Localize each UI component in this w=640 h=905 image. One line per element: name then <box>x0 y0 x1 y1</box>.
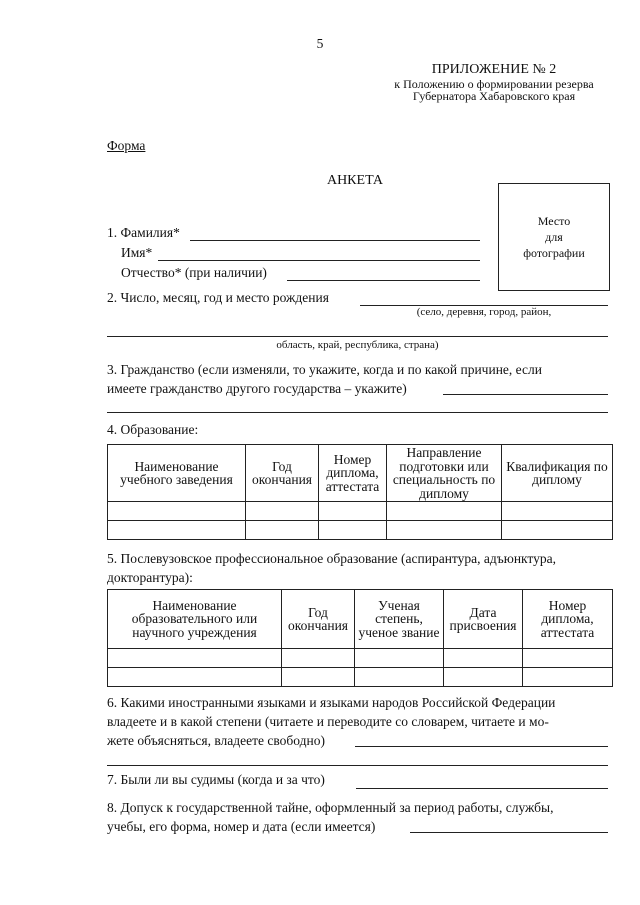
form-label: Форма <box>107 138 146 153</box>
languages-text-2: владеете и в какой степени (читаете и переводите со словарем, читаете и мо- <box>107 714 549 729</box>
patronymic-label: Отчество* (при наличии) <box>121 265 267 280</box>
education-header-specialty: Направление подготовки или специальность по диплому <box>387 445 502 502</box>
table-cell[interactable] <box>444 649 523 668</box>
photo-box-line-2: для <box>545 229 563 244</box>
table-row <box>108 668 613 687</box>
languages-text-3: жете объясняться, владеете свободно) <box>107 733 325 748</box>
table-cell[interactable] <box>444 668 523 687</box>
citizenship-field-2[interactable] <box>107 412 608 413</box>
postgrad-header-year: Год окончания <box>282 590 355 649</box>
postgrad-table <box>107 589 613 687</box>
convictions-field[interactable] <box>356 788 608 789</box>
page-number: 5 <box>316 36 324 51</box>
citizenship-text-1: 3. Гражданство (если изменяли, то укажите, когда и по какой причине, если <box>107 362 542 377</box>
photo-box-line-1: Место <box>537 213 571 228</box>
table-cell[interactable] <box>387 502 502 521</box>
table-cell[interactable] <box>108 521 246 540</box>
postgrad-header-date: Дата присвоения <box>444 590 523 649</box>
table-cell[interactable] <box>523 649 613 668</box>
birth-hint-1: (село, деревня, город, район, <box>416 306 552 318</box>
surname-label: 1. Фамилия* <box>107 225 180 240</box>
table-cell[interactable] <box>502 502 613 521</box>
citizenship-text-2: имеете гражданство другого государства – укажите) <box>107 381 407 396</box>
clearance-text-1: 8. Допуск к государственной тайне, оформленный за период работы, службы, <box>107 800 554 815</box>
birth-place-field[interactable] <box>107 336 608 337</box>
appendix-line-1: к Положению о формировании резерва <box>394 77 594 91</box>
clearance-text-2: учебы, его форма, номер и дата (если имеется) <box>107 819 376 834</box>
table-cell[interactable] <box>319 502 387 521</box>
appendix-line-2: Губернатора Хабаровского края <box>412 89 576 103</box>
name-label: Имя* <box>121 245 153 260</box>
table-cell[interactable] <box>108 668 282 687</box>
education-table <box>107 444 613 540</box>
postgrad-text-1: 5. Послевузовское профессиональное образование (аспирантура, адъюнктура, <box>107 551 557 566</box>
document-title: АНКЕТА <box>326 173 384 188</box>
convictions-label: 7. Были ли вы судимы (когда и за что) <box>107 772 325 787</box>
table-cell[interactable] <box>355 649 444 668</box>
surname-field[interactable] <box>190 240 480 241</box>
postgrad-header-diploma: Номер диплома, аттестата <box>523 590 613 649</box>
table-row <box>108 502 613 521</box>
name-field[interactable] <box>158 260 480 261</box>
appendix-title: ПРИЛОЖЕНИЕ № 2 <box>431 62 557 77</box>
patronymic-field[interactable] <box>287 280 480 281</box>
table-cell[interactable] <box>523 668 613 687</box>
citizenship-field[interactable] <box>443 394 608 395</box>
education-header-qualification: Квалификация по диплому <box>502 445 613 502</box>
photo-placeholder-box[interactable] <box>498 183 610 291</box>
languages-field-2[interactable] <box>107 765 608 766</box>
education-header-year: Год окончания <box>246 445 319 502</box>
table-cell[interactable] <box>108 649 282 668</box>
clearance-field[interactable] <box>410 832 608 833</box>
languages-field[interactable] <box>355 746 608 747</box>
table-cell[interactable] <box>282 649 355 668</box>
table-row <box>108 521 613 540</box>
postgrad-header-institution: Наименование образовательного или научного учреждения <box>108 590 282 649</box>
photo-box-line-3: фотографии <box>523 246 585 261</box>
education-label: 4. Образование: <box>107 422 199 437</box>
birth-label: 2. Число, месяц, год и место рождения <box>107 290 329 305</box>
birth-hint-2: область, край, республика, страна) <box>276 339 439 351</box>
languages-text-1: 6. Какими иностранными языками и языками народов Российской Федерации <box>107 695 556 710</box>
table-cell[interactable] <box>355 668 444 687</box>
table-cell[interactable] <box>387 521 502 540</box>
postgrad-text-2: докторантура): <box>107 570 193 585</box>
table-cell[interactable] <box>319 521 387 540</box>
table-cell[interactable] <box>246 502 319 521</box>
table-row <box>108 649 613 668</box>
postgrad-header-degree: Ученая степень, ученое звание <box>355 590 444 649</box>
education-header-diploma: Номер диплома, аттестата <box>319 445 387 502</box>
table-cell[interactable] <box>502 521 613 540</box>
table-cell[interactable] <box>282 668 355 687</box>
table-cell[interactable] <box>108 502 246 521</box>
education-header-institution: Наименование учебного заведения <box>108 445 246 502</box>
table-cell[interactable] <box>246 521 319 540</box>
